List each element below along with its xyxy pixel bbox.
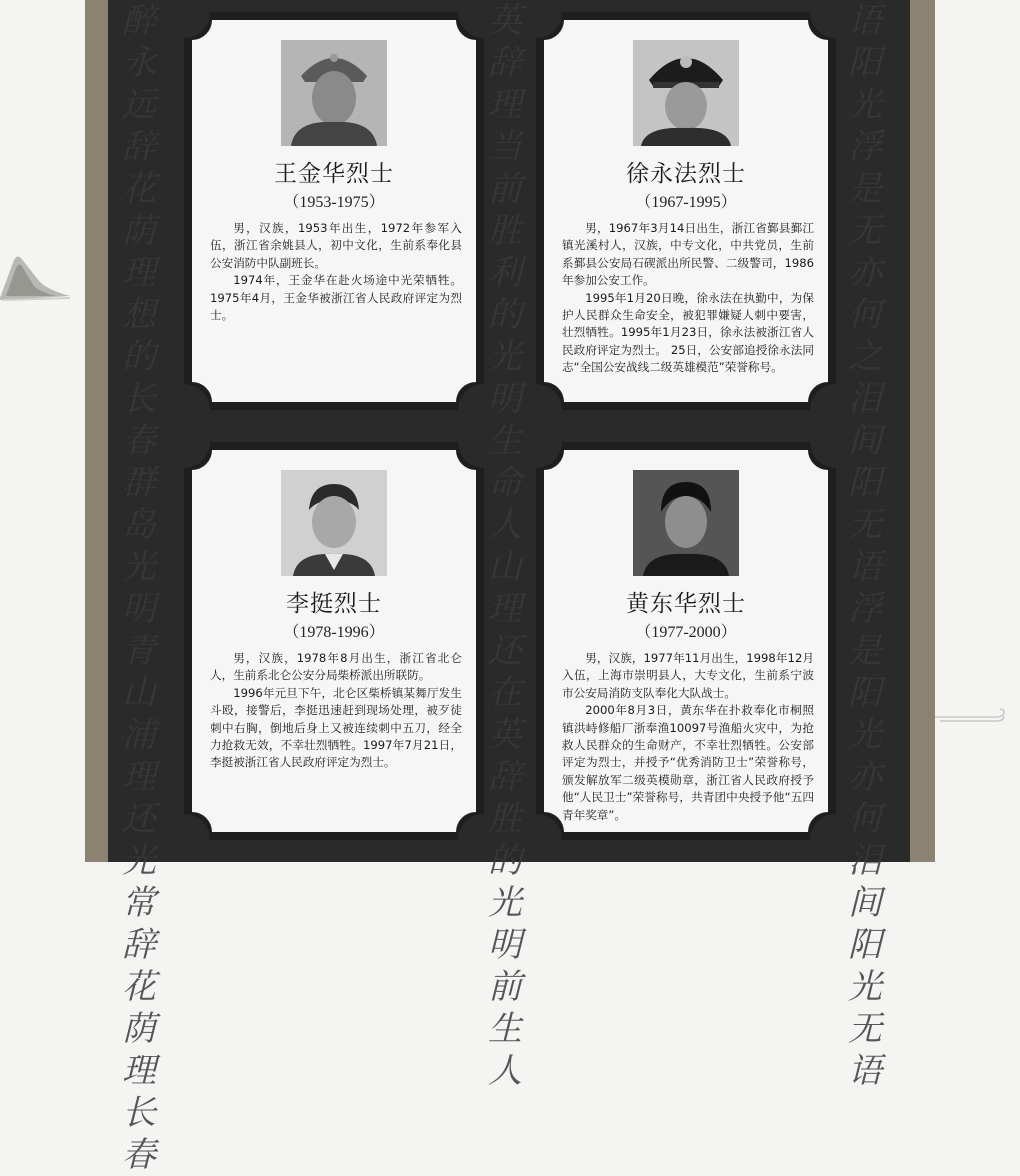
bio-paragraph: 1995年1月20日晚，徐永法在执勤中，为保护人民群众生命安全，被犯罪嫌疑人刺中要害，壮烈牺牲。1995年1月23日，徐永法被浙江省人民政府评定为烈士。 25日，公安部追授徐永法同志“全国公安战线二级英雄模范”荣誉称号。 — [562, 290, 814, 375]
martyr-card-xu-yongfa[interactable] — [536, 12, 836, 410]
ink-mountain-icon — [0, 238, 70, 308]
portrait-photo — [281, 470, 387, 576]
bio-paragraph: 2000年8月3日，黄东华在扑救奉化市桐照镇洪峙修船厂浙奉渔10097号渔船火灾中，为抢救人民群众的生命财产，不幸壮烈牺牲。公安部评定为烈士，并授予“优秀消防卫士”荣誉称号，颁发解放军二级英模勋章，浙江省人民政府授予他“人民卫士”荣誉称号，共青团中央授予他“五四青年奖章”。 — [562, 703, 814, 822]
bio-paragraph: 男，汉族，1978年8月出生，浙江省北仑人，生前系北仑公安分局柴桥派出所联防。 — [210, 651, 462, 683]
martyr-years: （1978-1996） — [283, 624, 385, 641]
calligraphy-pattern: 英辞理当前胜利的光明生命人山理还在英辞胜的光明前生人 — [488, 1, 522, 1091]
martyr-card-wang-jinhua[interactable] — [184, 12, 484, 410]
bio-paragraph: 男，汉族，1953年出生，1972年参军入伍，浙江省余姚县人，初中文化，生前系奉化县公安消防中队副班长。 — [210, 221, 462, 270]
portrait-photo — [633, 40, 739, 146]
martyr-bio — [210, 220, 462, 324]
martyr-years: （1967-1995） — [635, 194, 737, 211]
martyr-bio — [562, 220, 814, 377]
portrait-photo — [633, 470, 739, 576]
bio-paragraph: 男，汉族，1977年11月出生，1998年12月入伍，上海市崇明县人，大专文化，生前系宁波市公安局消防支队奉化大队战士。 — [562, 651, 814, 700]
ribbon-scroll-icon — [930, 708, 1006, 726]
martyr-bio — [210, 650, 462, 772]
martyr-card-huang-donghua[interactable] — [536, 442, 836, 840]
portrait-photo — [281, 40, 387, 146]
martyr-bio — [562, 650, 814, 824]
bio-paragraph: 1996年元旦下午，北仑区柴桥镇某舞厅发生斗殴，接警后，李挺迅速赶到现场处理，被歹徒刺中右胸，倒地后身上又被连续刺中五刀，经全力抢救无效，不幸壮烈牺牲。1997年7月21日，李挺被浙江省人民政府评定为烈士。 — [210, 685, 462, 770]
calligraphy-pattern: 语阳光浮是无亦何之泪间阳无语浮是阳光亦何泪间阳光无语 — [848, 1, 882, 1091]
martyr-name: 徐永法烈士 — [626, 161, 746, 187]
martyr-name: 黄东华烈士 — [626, 591, 746, 617]
martyr-years: （1977-2000） — [635, 624, 737, 641]
bio-paragraph: 1974年，王金华在赴火场途中光荣牺牲。1975年4月，王金华被浙江省人民政府评定为烈士。 — [210, 273, 462, 323]
martyr-card-li-ting[interactable] — [184, 442, 484, 840]
martyr-name: 王金华烈士 — [274, 161, 394, 187]
martyr-years: （1953-1975） — [283, 194, 385, 211]
bio-paragraph: 男，1967年3月14日出生，浙江省鄞县鄞江镇光溪村人，汉族，中专文化，中共党员，生前系鄞县公安局石碶派出所民警、二级警司，1986年参加公安工作。 — [562, 221, 814, 288]
martyr-name: 李挺烈士 — [286, 591, 382, 617]
calligraphy-pattern: 醉永远辞花荫理想的长春群岛光明青山浦理还光常辞花荫理长春 — [122, 1, 156, 1175]
